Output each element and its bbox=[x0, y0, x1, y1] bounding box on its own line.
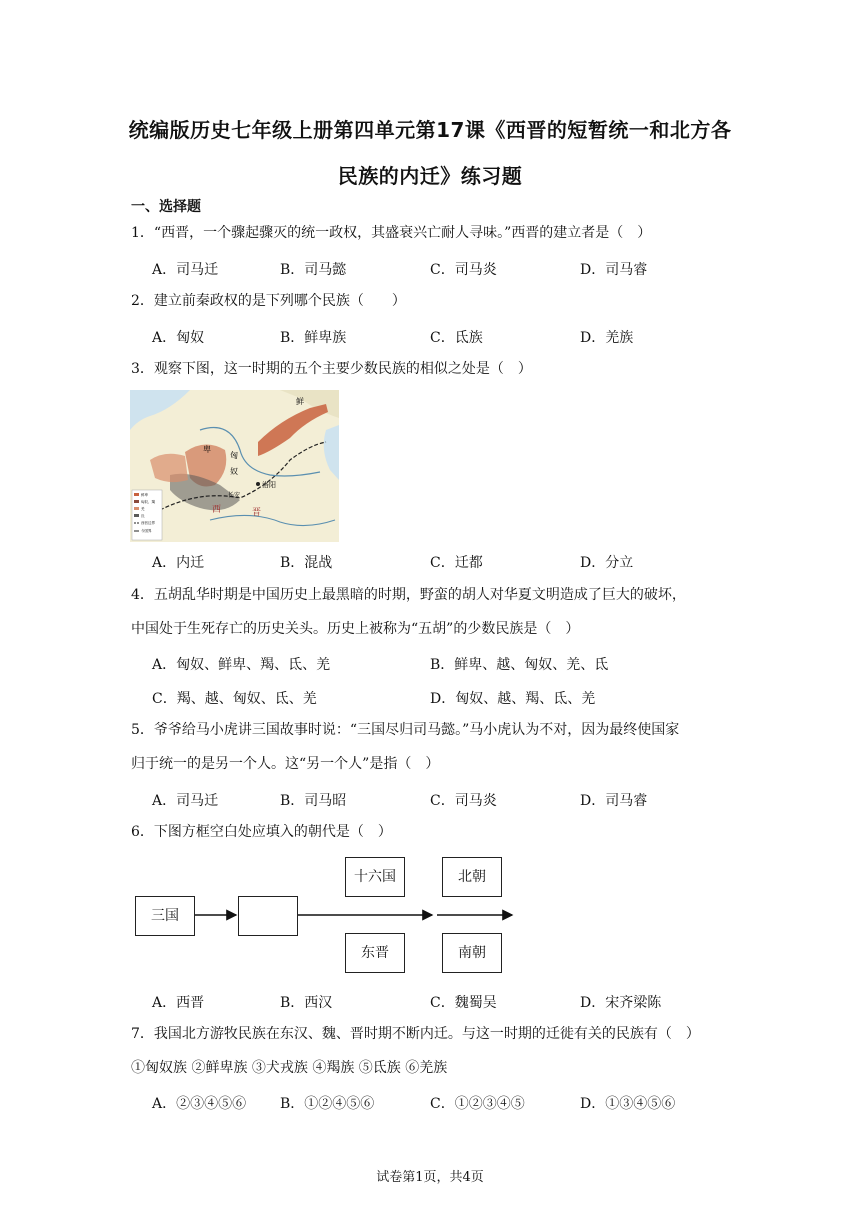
q6-option-c: C．魏蜀吴 bbox=[430, 995, 497, 1011]
q5-option-d: D．司马睿 bbox=[580, 793, 648, 809]
q5-option-b: B．司马昭 bbox=[280, 793, 347, 809]
legend-label-3: 羌 bbox=[141, 507, 145, 511]
legend-label-1: 鲜卑 bbox=[141, 493, 148, 497]
q3-option-d: D．分立 bbox=[580, 555, 634, 571]
question-5-stem-line2: 归于统一的是另一个人。这“另一个人”是指（ ） bbox=[131, 756, 440, 772]
page-footer: 试卷第1页，共4页 bbox=[376, 1170, 484, 1185]
q6-option-d: D．宋齐梁陈 bbox=[580, 995, 662, 1011]
flow-box-sixteen-kingdoms: 十六国 bbox=[345, 857, 405, 897]
q6-option-b: B．西汉 bbox=[280, 995, 333, 1011]
q7-option-b: B．①②④⑤⑥ bbox=[280, 1096, 375, 1112]
flow-box-three-kingdoms: 三国 bbox=[135, 896, 195, 936]
q7-option-d: D．①③④⑤⑥ bbox=[580, 1096, 676, 1112]
map-qiang-area bbox=[150, 454, 188, 482]
page-title-line1: 统编版历史七年级上册第四单元第17课《西晋的短暂统一和北方各 bbox=[128, 118, 732, 142]
q3-option-b: B．混战 bbox=[280, 555, 333, 571]
map-label-xian: 鲜 bbox=[296, 397, 304, 406]
page-title-line2: 民族的内迁》练习题 bbox=[337, 164, 523, 188]
question-1-stem: 1．“西晋，一个骤起骤灭的统一政权，其盛衰兴亡耐人寻味。”西晋的建立者是（ ） bbox=[131, 225, 652, 241]
map-label-jin: 晋 bbox=[252, 508, 262, 518]
question-4-stem-line2: 中国处于生死存亡的历史关头。历史上被称为“五胡”的少数民族是（ ） bbox=[131, 621, 580, 637]
map-label-xiong: 匈 bbox=[230, 451, 238, 460]
five-tribes-migration-map bbox=[130, 390, 339, 542]
flow-box-southern-dynasties: 南朝 bbox=[442, 933, 502, 973]
q7-option-a: A．②③④⑤⑥ bbox=[152, 1096, 247, 1112]
question-3-stem: 3．观察下图，这一时期的五个主要少数民族的相似之处是（ ） bbox=[131, 361, 532, 377]
dynasty-flow-diagram bbox=[130, 855, 530, 975]
map-luoyang-dot bbox=[256, 482, 260, 486]
q3-option-c: C．迁都 bbox=[430, 555, 483, 571]
q2-option-a: A．匈奴 bbox=[152, 330, 205, 346]
question-4-stem-line1: 4．五胡乱华时期是中国历史上最黑暗的时期，野蛮的胡人对华夏文明造成了巨大的破坏， bbox=[131, 587, 686, 603]
q1-option-b: B．司马懿 bbox=[280, 262, 347, 278]
legend-label-4: 氐 bbox=[141, 514, 145, 518]
q3-option-a: A．内迁 bbox=[152, 555, 205, 571]
flow-box-northern-dynasties: 北朝 bbox=[442, 857, 502, 897]
map-label-xi: 西 bbox=[212, 505, 222, 515]
flow-box-eastern-jin: 东晋 bbox=[345, 933, 405, 973]
question-6-stem: 6．下图方框空白处应填入的朝代是（ ） bbox=[131, 824, 392, 840]
legend-label-6: 今国界 bbox=[141, 529, 152, 533]
q2-option-c: C．氐族 bbox=[430, 330, 483, 346]
map-label-luoyang: 洛阳 bbox=[262, 481, 276, 489]
q1-option-c: C．司马炎 bbox=[430, 262, 497, 278]
legend-swatch-1 bbox=[134, 493, 139, 496]
flow-box-blank bbox=[238, 896, 298, 936]
q6-option-a: A．西晋 bbox=[152, 995, 205, 1011]
legend-swatch-3 bbox=[134, 507, 139, 510]
question-2-stem: 2．建立前秦政权的是下列哪个民族（ ） bbox=[131, 293, 406, 309]
question-5-stem-line1: 5．爷爷给马小虎讲三国故事时说：“三国尽归司马懿。”马小虎认为不对，因为最终使国家 bbox=[131, 722, 680, 738]
legend-label-5: 西晋边界 bbox=[141, 521, 155, 525]
q2-option-b: B．鲜卑族 bbox=[280, 330, 347, 346]
legend-label-2: 匈奴、羯 bbox=[141, 500, 155, 504]
q1-option-a: A．司马迁 bbox=[152, 262, 219, 278]
section-heading: 一、选择题 bbox=[131, 199, 201, 215]
q4-option-b: B．鲜卑、越、匈奴、羌、氐 bbox=[430, 657, 609, 673]
legend-swatch-2 bbox=[134, 500, 139, 503]
map-label-bei: 卑 bbox=[203, 445, 211, 454]
legend-swatch-4 bbox=[134, 514, 139, 517]
q7-option-c: C．①②③④⑤ bbox=[430, 1096, 525, 1112]
q1-option-d: D．司马睿 bbox=[580, 262, 648, 278]
map-label-changan: 长安 bbox=[228, 492, 241, 499]
q2-option-d: D．羌族 bbox=[580, 330, 634, 346]
q5-option-c: C．司马炎 bbox=[430, 793, 497, 809]
q4-option-c: C．羯、越、匈奴、氐、羌 bbox=[152, 691, 317, 707]
q4-option-a: A．匈奴、鲜卑、羯、氐、羌 bbox=[152, 657, 331, 673]
q4-option-d: D．匈奴、越、羯、氐、羌 bbox=[430, 691, 596, 707]
question-7-stem: 7．我国北方游牧民族在东汉、魏、晋时期不断内迁。与这一时期的迁徙有关的民族有（ ） bbox=[131, 1026, 700, 1042]
map-label-nu: 奴 bbox=[230, 467, 238, 476]
q5-option-a: A．司马迁 bbox=[152, 793, 219, 809]
question-7-choices: ①匈奴族 ②鲜卑族 ③犬戎族 ④羯族 ⑤氐族 ⑥羌族 bbox=[131, 1060, 448, 1076]
